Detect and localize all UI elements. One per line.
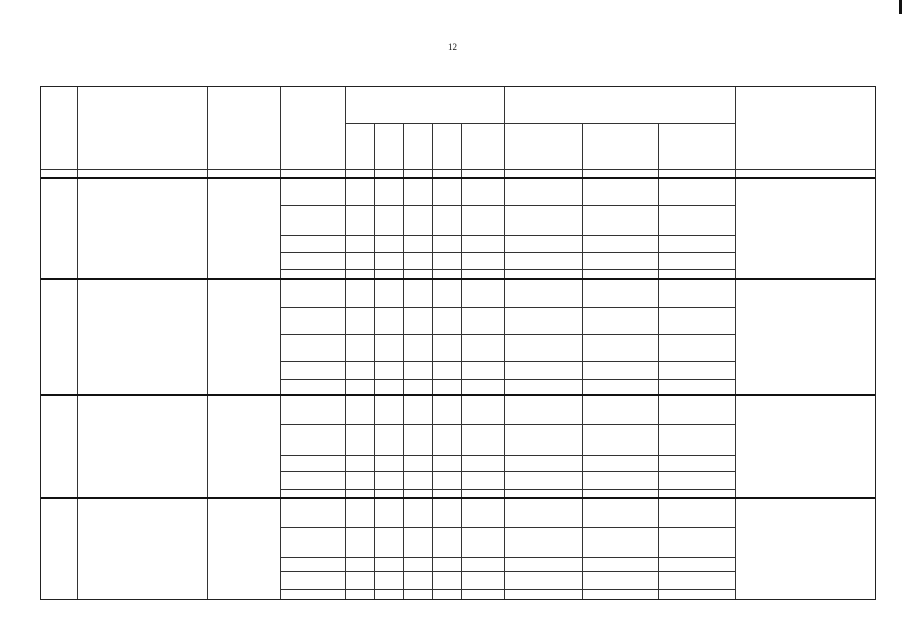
page-edge-mark: [899, 0, 902, 14]
page-number: 12: [448, 42, 457, 52]
budget-table: [40, 86, 876, 600]
